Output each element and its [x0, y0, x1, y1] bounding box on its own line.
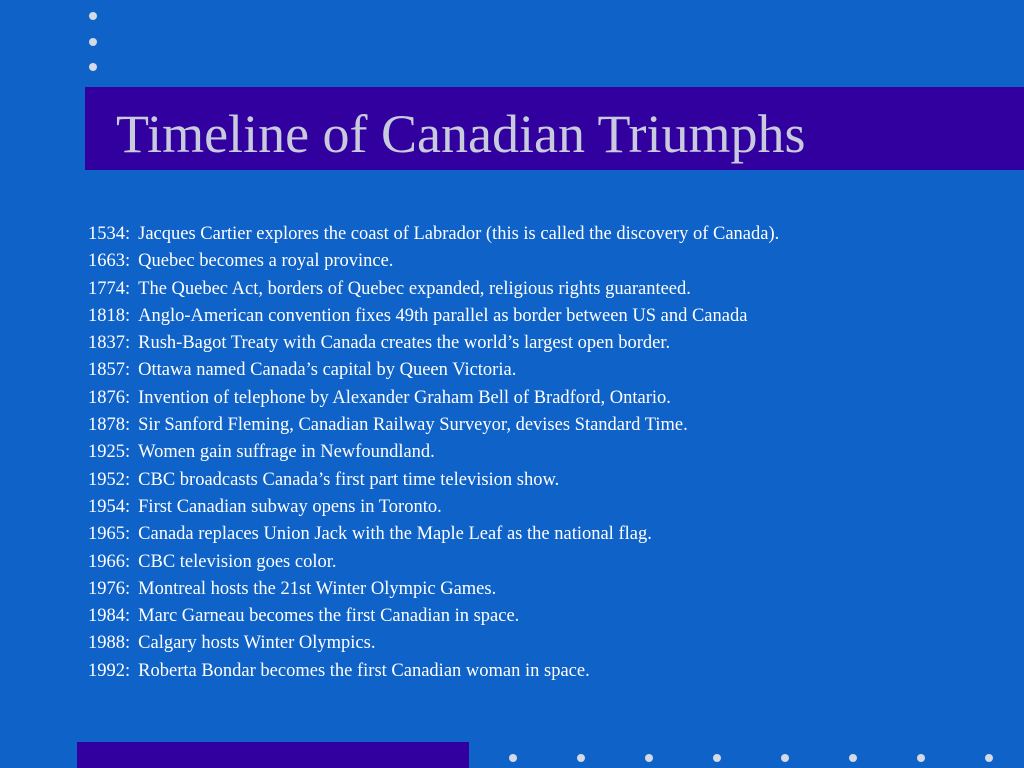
timeline-text: Women gain suffrage in Newfoundland. — [138, 442, 435, 463]
timeline-text: Marc Garneau becomes the first Canadian in space. — [138, 606, 520, 627]
timeline-item — [88, 521, 779, 548]
timeline-text: CBC television goes color. — [138, 551, 337, 572]
timeline-item — [88, 603, 779, 630]
timeline-text: Anglo-American convention fixes 49th parallel as border between US and Canada — [138, 305, 748, 326]
timeline-year: 1976 : — [88, 579, 130, 599]
timeline-item — [88, 549, 779, 576]
decorative-dot-bottom-1 — [509, 754, 517, 762]
timeline-item — [88, 630, 779, 657]
timeline-year: 1988 : — [88, 633, 130, 653]
timeline-year: 1663 : — [88, 251, 130, 271]
timeline-item — [88, 248, 779, 275]
timeline-year: 1954 : — [88, 497, 130, 517]
decorative-dot-bottom-2 — [577, 754, 585, 762]
timeline-year: 1925 : — [88, 442, 130, 462]
timeline-item — [88, 658, 779, 685]
timeline-year: 1774 : — [88, 279, 130, 299]
timeline-year: 1878 : — [88, 415, 130, 435]
timeline-item — [88, 221, 779, 248]
timeline-text: CBC broadcasts Canada’s first part time television show. — [138, 469, 560, 490]
decorative-dot-bottom-5 — [781, 754, 789, 762]
timeline-year: 1984 : — [88, 606, 130, 626]
timeline-text: Ottawa named Canada’s capital by Queen Victoria. — [138, 360, 517, 381]
timeline-year: 1818 : — [88, 306, 130, 326]
decorative-dot-bottom-4 — [713, 754, 721, 762]
timeline-text: Montreal hosts the 21st Winter Olympic Games. — [138, 578, 497, 599]
timeline-text: Jacques Cartier explores the coast of Labrador (this is called the discovery of Canada). — [138, 224, 780, 244]
decorative-dot-top-3 — [89, 63, 97, 71]
timeline-year: 1952 : — [88, 470, 130, 490]
timeline-item — [88, 467, 779, 494]
timeline-item — [88, 330, 779, 357]
timeline-year: 1965 : — [88, 524, 130, 544]
timeline-year: 1876 : — [88, 388, 130, 408]
bottom-band — [77, 742, 469, 768]
timeline-item — [88, 412, 779, 439]
timeline-year: 1857 : — [88, 360, 130, 380]
timeline-year: 1992 : — [88, 661, 130, 681]
timeline-text: Invention of telephone by Alexander Graham Bell of Bradford, Ontario. — [138, 387, 671, 408]
decorative-dot-bottom-6 — [849, 754, 857, 762]
timeline-year: 1966 : — [88, 552, 130, 572]
decorative-dot-top-2 — [89, 38, 97, 46]
decorative-dot-bottom-3 — [645, 754, 653, 762]
timeline-text: Roberta Bondar becomes the first Canadian woman in space. — [138, 660, 590, 681]
timeline-text: Quebec becomes a royal province. — [138, 251, 394, 272]
timeline-item — [88, 494, 779, 521]
timeline-item — [88, 385, 779, 412]
timeline-text: The Quebec Act, borders of Quebec expanded, religious rights guaranteed. — [138, 278, 691, 299]
timeline-item — [88, 303, 779, 330]
decorative-dot-bottom-8 — [985, 754, 993, 762]
timeline-item — [88, 276, 779, 303]
timeline-text: Sir Sanford Fleming, Canadian Railway Surveyor, devises Standard Time. — [138, 415, 688, 436]
timeline-list — [88, 221, 779, 685]
timeline-text: First Canadian subway opens in Toronto. — [138, 496, 442, 517]
timeline-text: Rush-Bagot Treaty with Canada creates the world’s largest open border. — [138, 333, 671, 354]
timeline-text: Canada replaces Union Jack with the Maple Leaf as the national flag. — [138, 524, 652, 545]
timeline-year: 1534 : — [88, 224, 130, 244]
timeline-item — [88, 576, 779, 603]
decorative-dot-bottom-7 — [917, 754, 925, 762]
timeline-text: Calgary hosts Winter Olympics. — [138, 633, 376, 654]
timeline-item — [88, 357, 779, 384]
timeline-item — [88, 439, 779, 466]
slide-title: Timeline of Canadian Triumphs — [116, 104, 806, 164]
decorative-dot-top-1 — [89, 12, 97, 20]
timeline-year: 1837 : — [88, 333, 130, 353]
